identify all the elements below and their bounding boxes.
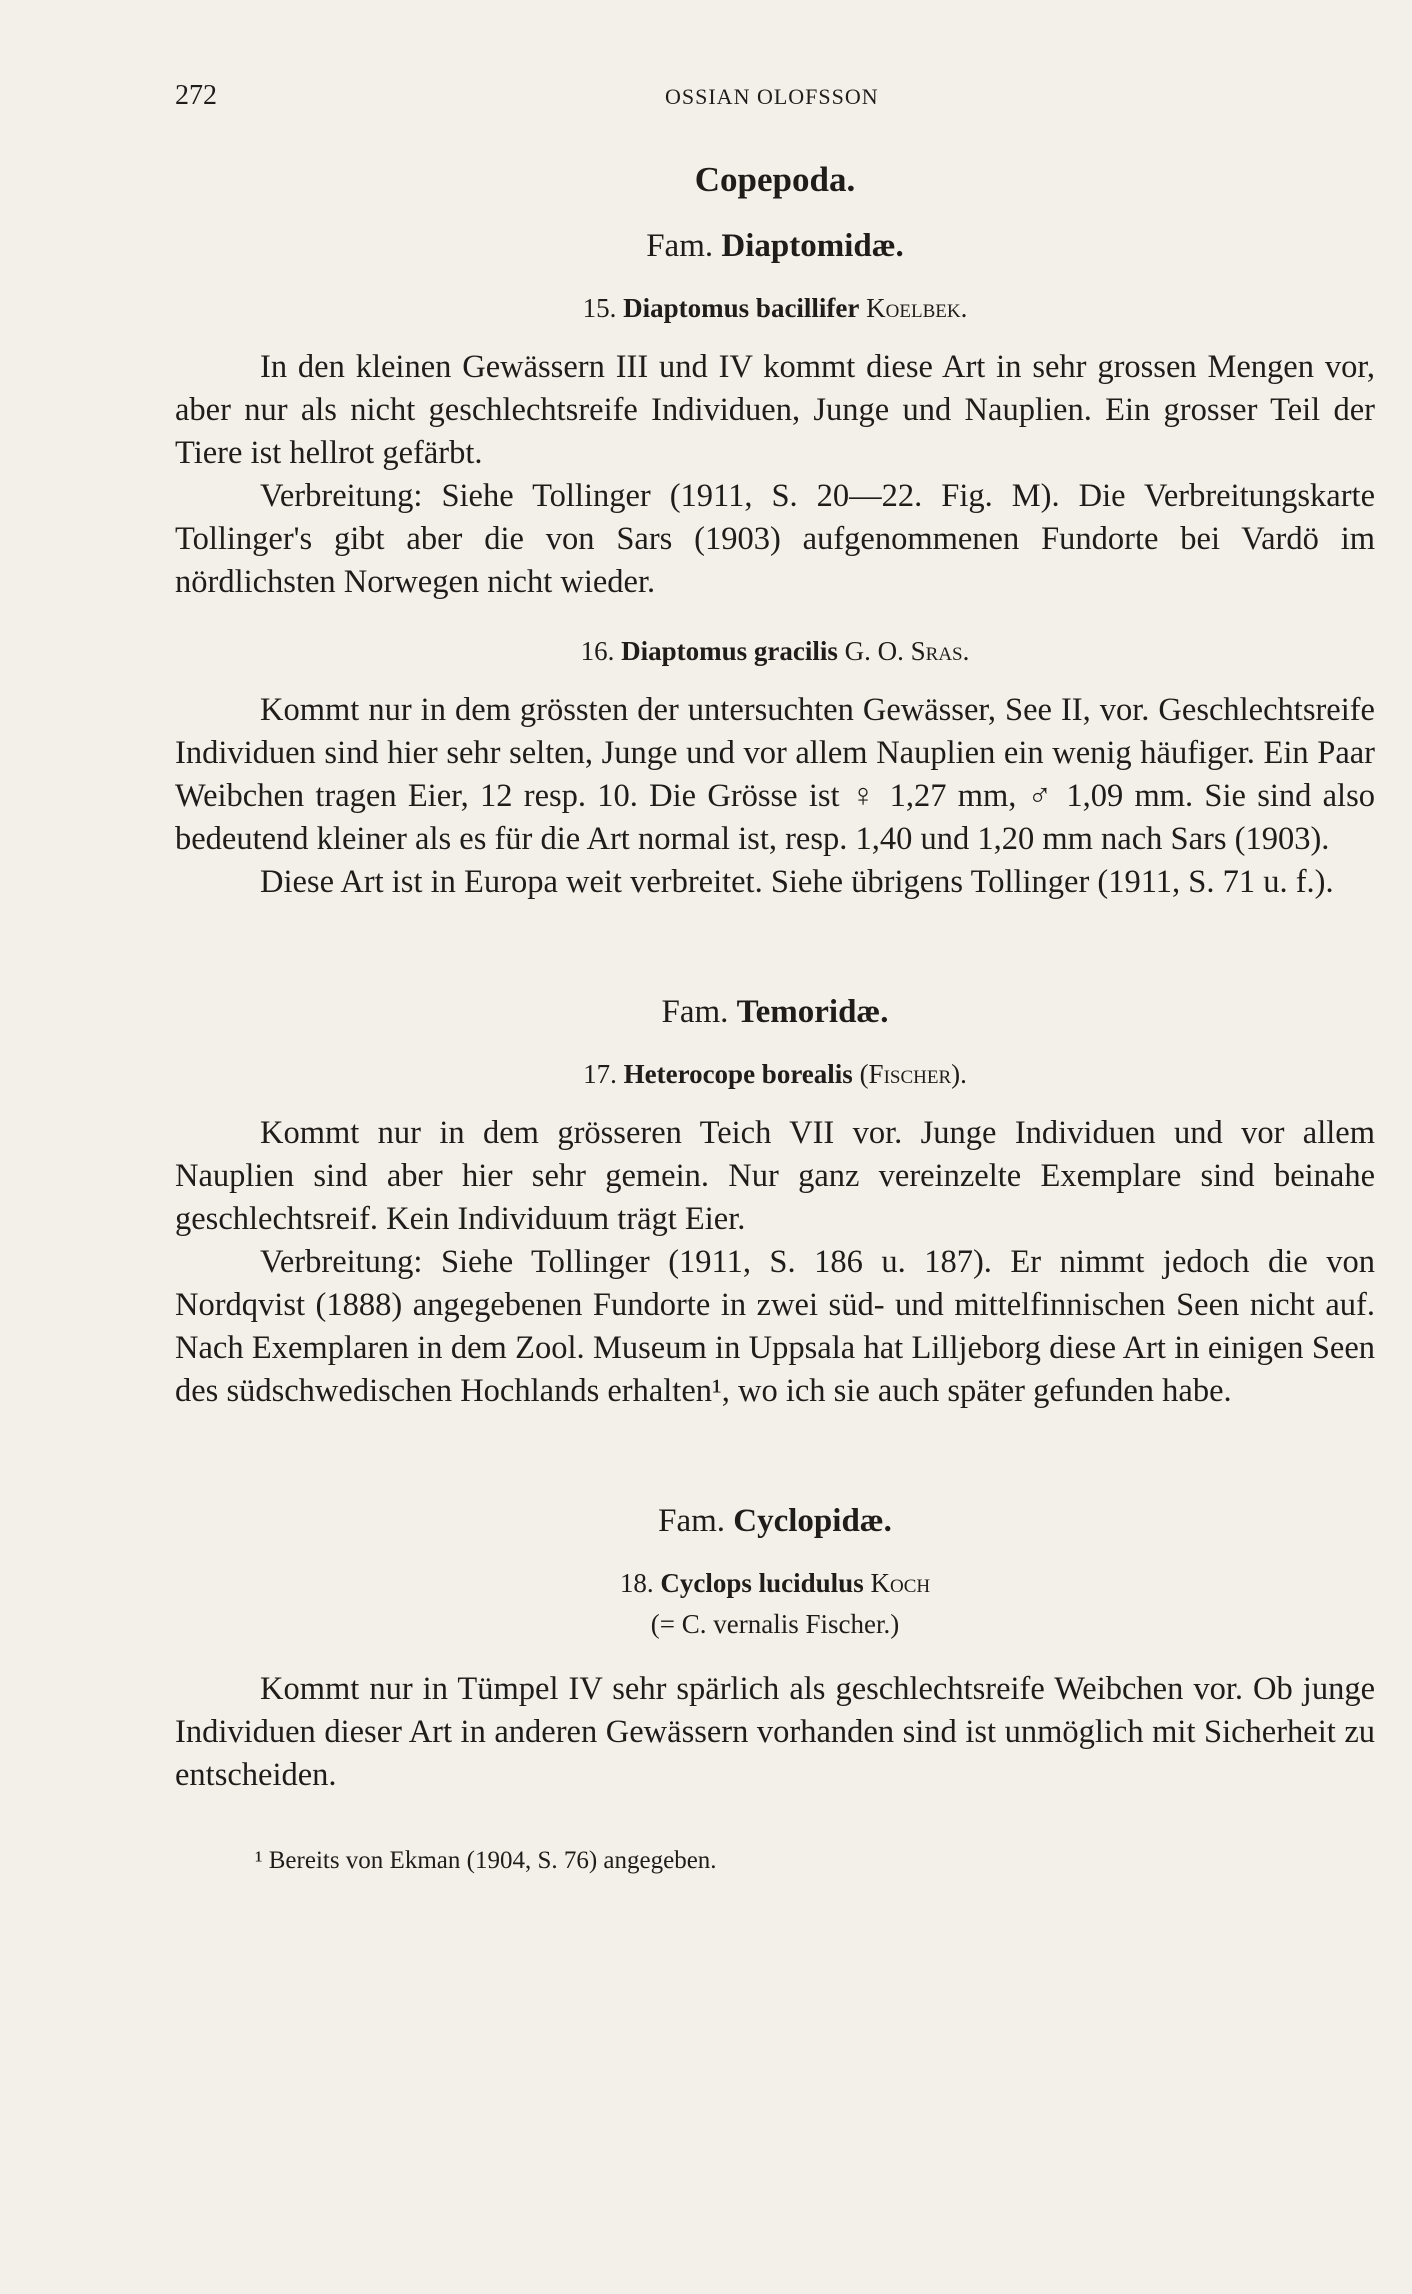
species-author: G. O. Sras. — [844, 636, 970, 666]
family-name: Cyclopidæ. — [733, 1503, 892, 1539]
section-title: Copepoda. — [694, 160, 856, 199]
species-synonym: (= C. vernalis Fischer.) — [650, 1609, 900, 1639]
running-head — [175, 80, 1375, 120]
paragraph: In den kleinen Gewässern III und IV kommt diese Art in sehr grossen Mengen vor, aber nur als nicht geschlechtsreife Individuen, Junge und Nauplien. Ein grosser Teil der Tiere ist hellrot gefärbt. — [175, 349, 1375, 471]
paragraph: Kommt nur in Tümpel IV sehr spärlich als geschlechtsreife Weibchen vor. Ob junge Individuen dieser Art in anderen Gewässern vorhanden sind ist unmöglich mit Sicherheit zu entscheiden. — [175, 1671, 1375, 1793]
paragraph: Verbreitung: Siehe Tollinger (1911, S. 20—22. Fig. M). Die Verbreitungskarte Tollinger's gibt aber die von Sars (1903) aufgenommenen Fundorte bei Vardö im nördlichsten Norwegen nicht wieder. — [175, 478, 1375, 600]
species-author: Koelbek. — [866, 293, 968, 323]
species-name: Diaptomus bacillifer — [623, 293, 860, 323]
species-heading-18 — [175, 1568, 1375, 1599]
paragraph: Diese Art ist in Europa weit verbreitet. Siehe übrigens Tollinger (1911, S. 71 u. f.). — [260, 864, 1334, 900]
page-content — [175, 80, 1375, 1875]
family-name: Diaptomidæ. — [721, 228, 904, 264]
species-number: 16. — [580, 636, 615, 666]
paragraph: Kommt nur in dem grössten der untersuchten Gewässer, See II, vor. Geschlechtsreife Individuen sind hier sehr selten, Junge und vor allem Nauplien ein wenig häufiger. Ein Paar Weibchen tragen Eier, 12 resp. 10. Die Grösse ist ♀ 1,27 mm, ♂ 1,09 mm. Sie sind also bedeutend kleiner als es für die Art normal ist, resp. 1,40 und 1,20 mm nach Sars (1903). — [175, 692, 1375, 857]
species-name: Cyclops lucidulus — [660, 1568, 864, 1598]
family-prefix: Fam. — [646, 228, 714, 264]
species-author: (Fischer). — [859, 1059, 967, 1089]
running-title: OSSIAN OLOFSSON — [665, 84, 879, 109]
footnote: ¹ Bereits von Ekman (1904, S. 76) angegeben. — [255, 1847, 717, 1874]
page-number: 272 — [175, 80, 217, 111]
family-prefix: Fam. — [661, 994, 729, 1030]
family-heading-temoridae — [175, 994, 1375, 1031]
species-author: Koch — [870, 1568, 931, 1598]
paragraph: Verbreitung: Siehe Tollinger (1911, S. 186 u. 187). Er nimmt jedoch die von Nordqvist (1888) angegebenen Fundorte in zwei süd- und mittelfinnischen Seen nicht auf. Nach Exemplaren in dem Zool. Museum in Uppsala hat Lilljeborg diese Art in einigen Seen des südschwedischen Hochlands erhalten¹, wo ich sie auch später gefunden habe. — [175, 1244, 1375, 1409]
species-heading-15 — [175, 293, 1375, 324]
species-heading-17 — [175, 1059, 1375, 1090]
paragraph: Kommt nur in dem grösseren Teich VII vor. Junge Individuen und vor allem Nauplien sind aber hier sehr gemein. Nur ganz vereinzelte Exemplare sind beinahe geschlechtsreif. Kein Individuum trägt Eier. — [175, 1115, 1375, 1237]
family-heading-diaptomidae — [175, 228, 1375, 265]
species-number: 18. — [619, 1568, 654, 1598]
family-name: Temoridæ. — [736, 994, 889, 1030]
species-number: 17. — [583, 1059, 617, 1089]
species-name: Diaptomus gracilis — [621, 636, 838, 666]
family-prefix: Fam. — [658, 1503, 726, 1539]
family-heading-cyclopidae — [175, 1503, 1375, 1540]
species-number: 15. — [582, 293, 617, 323]
species-heading-16 — [175, 636, 1375, 667]
species-name: Heterocope borealis — [623, 1059, 853, 1089]
